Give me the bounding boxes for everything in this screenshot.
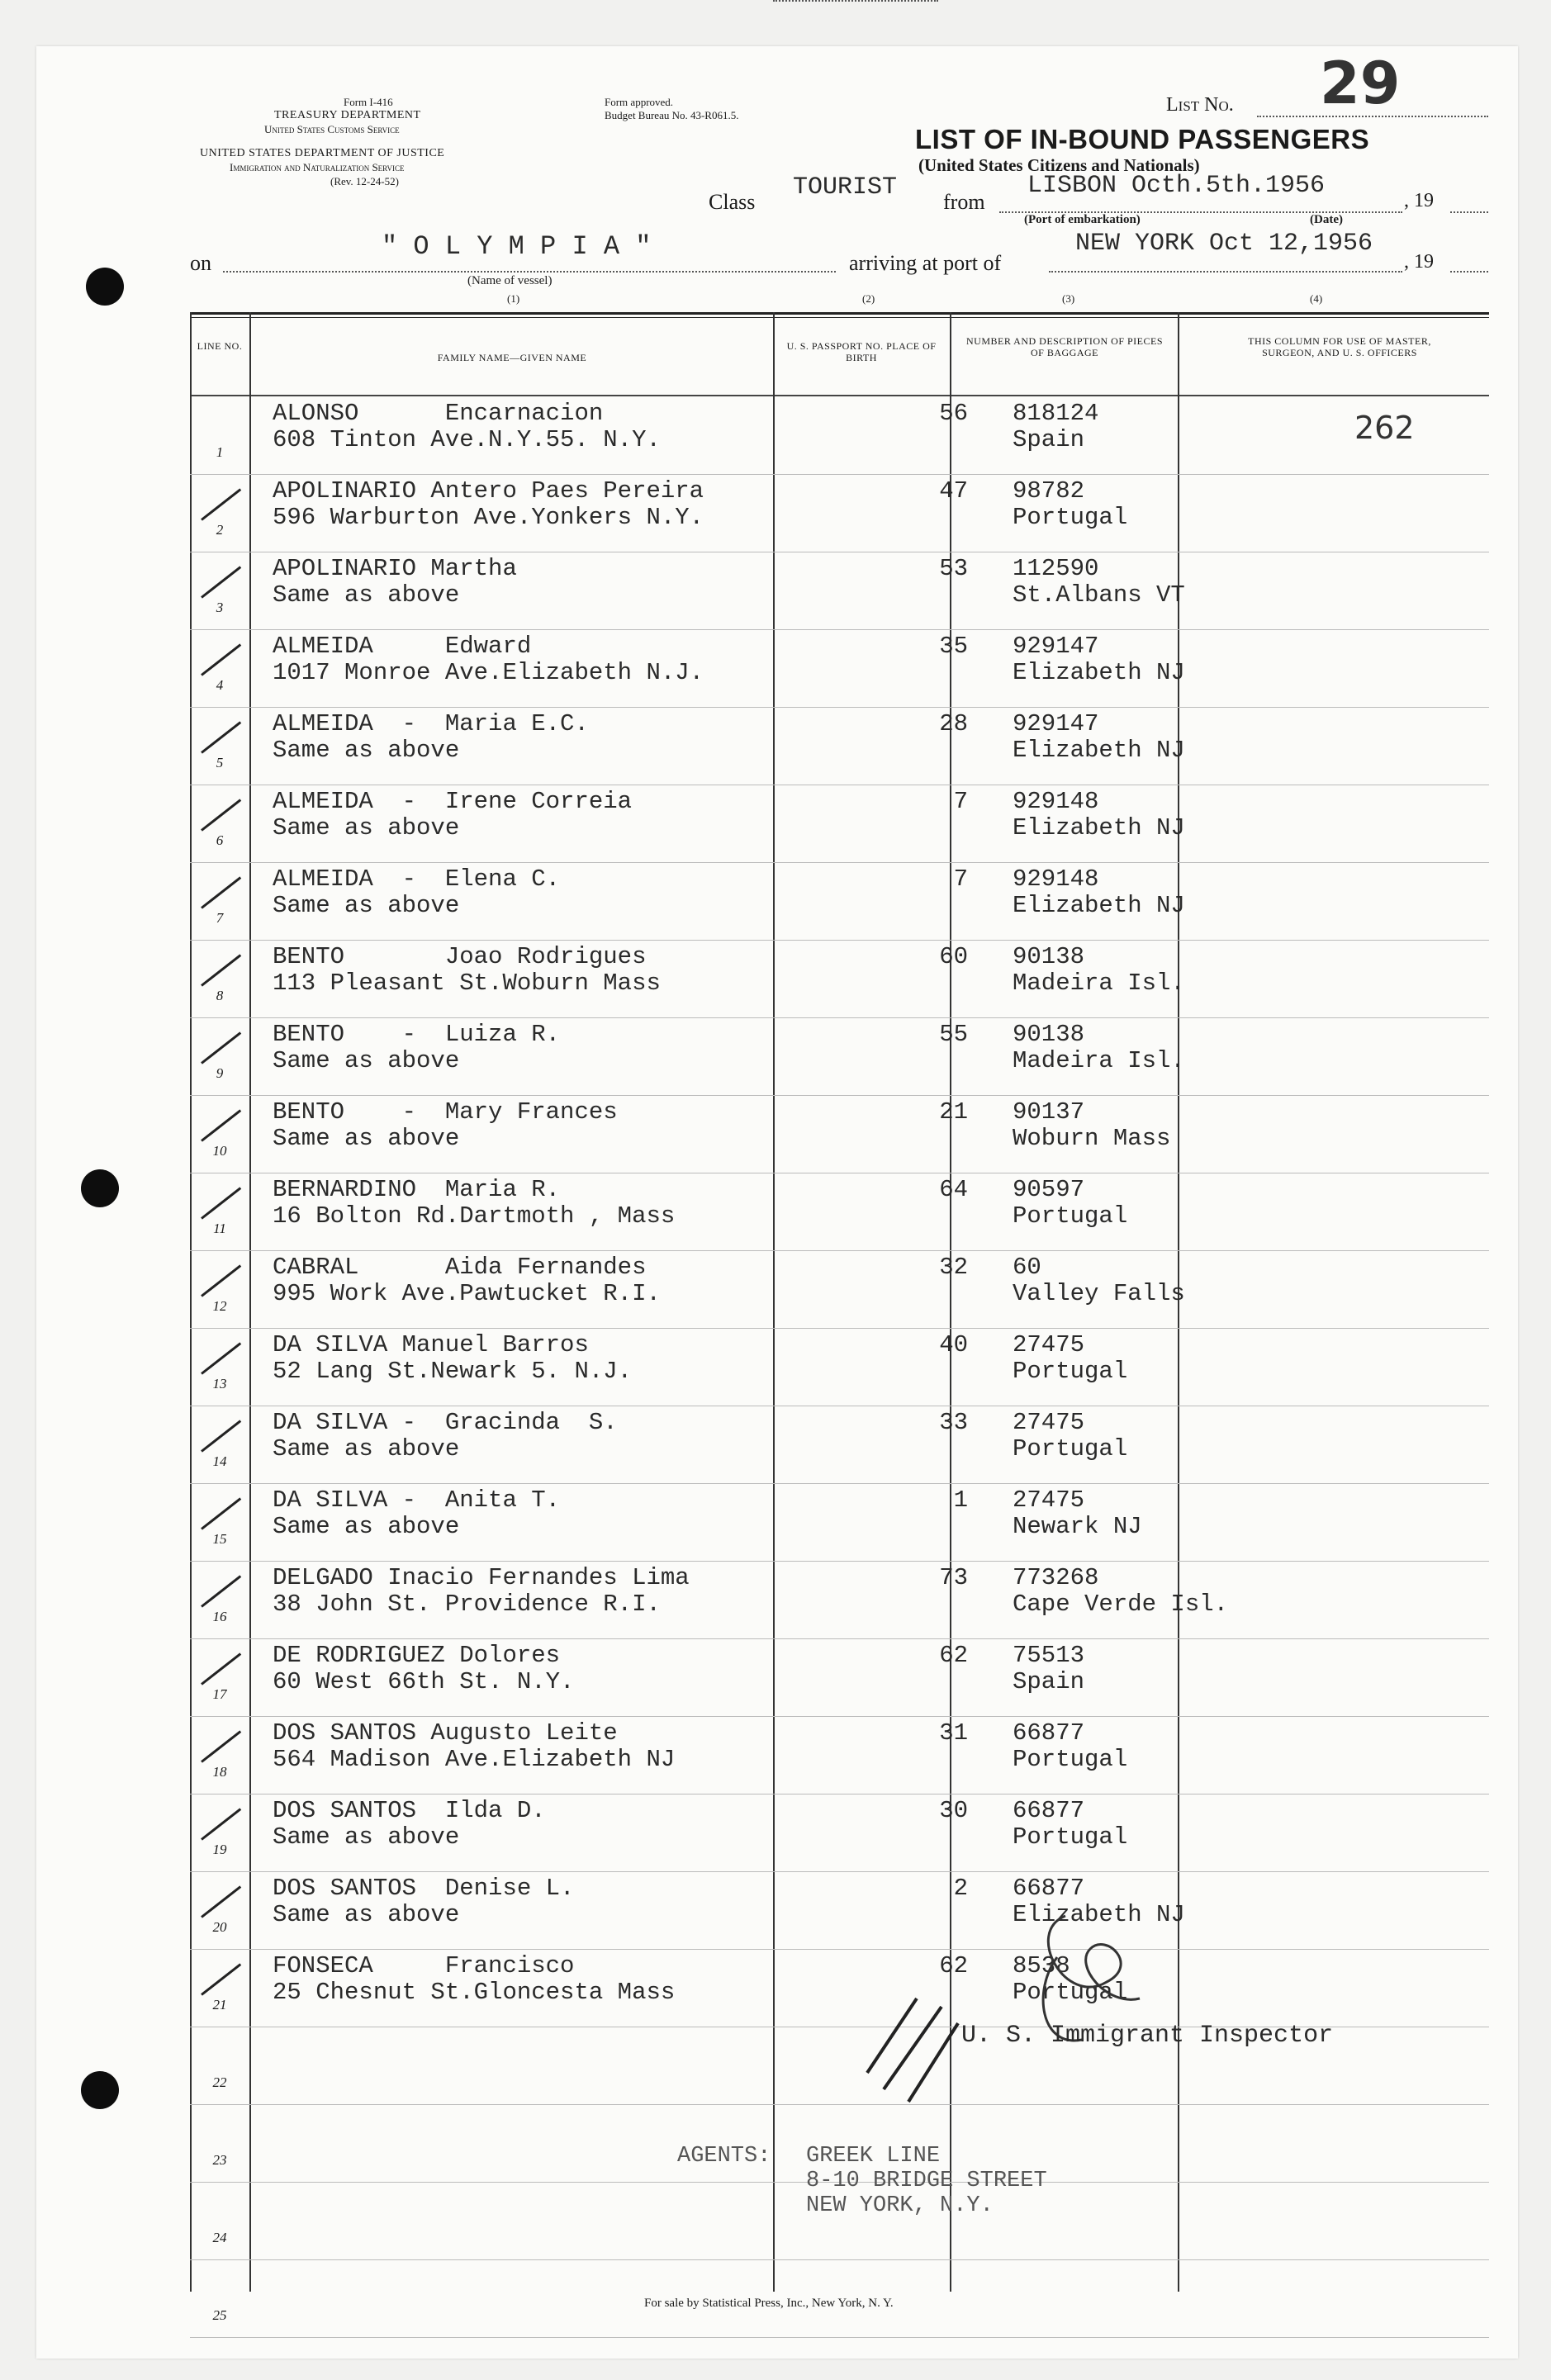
place-of-birth: Madeira Isl. [1013,970,1185,997]
inspector-title: U. S. Immigrant Inspector [961,2022,1334,2050]
check-mark [201,1109,241,1141]
line-number: 14 [212,1453,227,1469]
passenger-age: 53 [939,555,968,582]
passport-number: 27475 [1013,1331,1085,1358]
row-divider [190,1561,1489,1562]
customs-service: United States Customs Service [264,123,400,135]
passenger-name: APOLINARIO Martha [273,555,517,582]
table-row [249,1562,1489,1640]
passport-number: 60 [1013,1254,1041,1281]
line-number: 4 [216,677,224,693]
place-of-birth: Cape Verde Isl. [1013,1591,1229,1618]
form-title: LIST OF IN-BOUND PASSENGERS [915,124,1370,154]
check-mark [201,488,241,520]
passenger-name: DA SILVA - Anita T. [273,1486,561,1514]
row-divider [190,1328,1489,1329]
table-row [249,1718,1489,1795]
place-of-birth: Madeira Isl. [1013,1047,1185,1074]
table-row [249,709,1489,786]
place-of-birth: Portugal [1013,504,1128,531]
check-mark [201,1575,241,1607]
passenger-age: 21 [939,1098,968,1126]
row-divider [190,1871,1489,1872]
passenger-age: 40 [939,1331,968,1358]
passenger-age: 33 [939,1409,968,1436]
line-number: 17 [212,1686,227,1702]
row-divider [190,1483,1489,1484]
budget-bureau: Budget Bureau No. 43-R061.5. [605,109,739,121]
line-number: 7 [216,910,224,926]
passenger-name: CABRAL Aida Fernandes [273,1254,647,1281]
passenger-age: 2 [953,1875,968,1902]
passport-number: 929147 [1013,633,1099,660]
passenger-age: 62 [939,1952,968,1979]
place-of-birth: Portugal [1013,1358,1128,1385]
table-row [249,1097,1489,1174]
table-row [249,1795,1489,1873]
line-number: 19 [212,1842,227,1857]
arrival-line [1049,271,1402,273]
year-line-2 [1450,271,1488,273]
line-number: 9 [216,1065,224,1081]
passenger-age: 35 [939,633,968,660]
check-mark [201,954,241,986]
passenger-address: Same as above [273,1901,460,1928]
col-header-line-no: LINE NO. [197,340,243,352]
passport-number: 773268 [1013,1564,1099,1591]
line-number: 25 [212,2307,227,2323]
passenger-name: DOS SANTOS Denise L. [273,1875,575,1902]
check-mark [201,643,241,676]
place-of-birth: Elizabeth NJ [1013,892,1185,919]
check-mark [201,1342,241,1374]
col-header-name: FAMILY NAME—GIVEN NAME [437,352,587,363]
line-number: 10 [212,1143,227,1159]
passenger-age: 1 [953,1486,968,1514]
table-row [249,1019,1489,1097]
arrival-port-date: NEW YORK Oct 12,1956 [1075,230,1373,258]
passenger-address: Same as above [273,1823,460,1851]
row-divider [190,1716,1489,1717]
passport-number: 27475 [1013,1409,1085,1436]
col-header-baggage: NUMBER AND DESCRIPTION OF PIECES OF BAGGAGE [965,335,1164,358]
passport-number: 66877 [1013,1719,1085,1747]
line-number: 18 [212,1764,227,1780]
passenger-name: ALMEIDA - Maria E.C. [273,710,589,737]
col-index-2: (2) [862,292,875,305]
check-mark [201,1420,241,1452]
col-header-officers: THIS COLUMN FOR USE OF MASTER, SURGEON, AND U. S. OFFICERS [1248,335,1431,358]
line-number: 20 [212,1919,227,1935]
on-label: on [190,251,211,275]
place-of-birth: Newark NJ [1013,1513,1142,1540]
check-mark [201,1497,241,1529]
line-number: 21 [212,1997,227,2013]
place-of-birth: Portugal [1013,1746,1128,1773]
row-divider [190,862,1489,863]
passport-number: 8538 [1013,1952,1070,1979]
passport-number: 90138 [1013,1021,1085,1048]
revision: (Rev. 12-24-52) [330,175,399,187]
check-mark [201,566,241,598]
row-divider [190,1250,1489,1251]
row-divider [190,474,1489,475]
line-number: 5 [216,755,224,770]
date-caption: (Date) [1310,213,1343,226]
from-label: from [943,190,985,214]
passport-number: 929148 [1013,788,1099,815]
check-mark [201,1031,241,1064]
table-row [249,1174,1489,1252]
officer-note: 262 [1354,410,1415,446]
passenger-name: BENTO - Mary Frances [273,1098,618,1126]
check-mark [201,799,241,831]
col-header-passport: U. S. PASSPORT NO. PLACE OF BIRTH [786,340,937,363]
treasury-department: TREASURY DEPARTMENT [274,109,421,121]
check-mark [201,721,241,753]
table-row [249,398,1489,476]
line-number: 13 [212,1376,227,1391]
place-of-birth: Portugal [1013,1202,1128,1230]
passenger-age: 32 [939,1254,968,1281]
row-divider [190,2104,1489,2105]
passenger-name: APOLINARIO Antero Paes Pereira [273,477,704,505]
passport-number: 66877 [1013,1797,1085,1824]
passenger-address: 564 Madison Ave.Elizabeth NJ [273,1746,676,1773]
row-divider [190,1949,1489,1950]
passport-number: 66877 [1013,1875,1085,1902]
table-row [249,1640,1489,1718]
passenger-name: BENTO - Luiza R. [273,1021,561,1048]
vessel-line [223,271,836,273]
check-mark [201,1187,241,1219]
line-number: 23 [212,2152,227,2168]
passenger-address: 38 John St. Providence R.I. [273,1591,661,1618]
passenger-age: 28 [939,710,968,737]
agent-line-2: 8-10 BRIDGE STREET [806,2169,1047,2193]
passenger-address: Same as above [273,1047,460,1074]
passenger-address: 1017 Monroe Ave.Elizabeth N.J. [273,659,704,686]
passenger-address: Same as above [273,814,460,842]
passenger-name: DA SILVA - Gracinda S. [273,1409,618,1436]
row-divider [190,1638,1489,1639]
line-number: 22 [212,2074,227,2090]
passenger-age: 31 [939,1719,968,1747]
passenger-name: ALMEIDA - Elena C. [273,865,561,893]
header-bottom-rule [190,395,1489,396]
line-number: 24 [212,2230,227,2245]
form-approved: Form approved. [605,96,674,108]
punch-hole-3 [81,2071,119,2109]
passenger-address: Same as above [273,892,460,919]
line-number: 6 [216,832,224,848]
row-divider [190,707,1489,708]
form-number: Form I-416 [344,96,393,108]
passenger-name: DOS SANTOS Ilda D. [273,1797,546,1824]
col-index-4: (4) [1310,292,1323,305]
passenger-name: DOS SANTOS Augusto Leite [273,1719,618,1747]
line-number: 1 [216,444,224,460]
table-row [249,941,1489,1019]
line-number: 11 [213,1221,226,1236]
passenger-address: 596 Warburton Ave.Yonkers N.Y. [273,504,704,531]
arriving-label: arriving at port of [849,251,1002,275]
year-line-1 [1450,211,1488,213]
table-row [249,1485,1489,1562]
table-row [249,1252,1489,1330]
row-divider [190,629,1489,630]
printer-footer: For sale by Statistical Press, Inc., New York, N. Y. [644,2297,894,2310]
place-of-birth: Portugal [1013,1979,1128,2006]
table-top-rule [190,312,1489,315]
vessel-name: " O L Y M P I A " [382,231,652,262]
place-of-birth: Valley Falls [1013,1280,1185,1307]
passport-number: 818124 [1013,400,1099,427]
check-mark [201,1885,241,1918]
check-mark [201,1963,241,1995]
place-of-birth: St.Albans VT [1013,581,1185,609]
col-index-3: (3) [1062,292,1075,305]
passenger-name: DELGADO Inacio Fernandes Lima [273,1564,690,1591]
passenger-age: 30 [939,1797,968,1824]
passenger-age: 55 [939,1021,968,1048]
line-number: 12 [212,1298,227,1314]
passenger-age: 73 [939,1564,968,1591]
passenger-name: DE RODRIGUEZ Dolores [273,1642,561,1669]
passenger-address: Same as above [273,581,460,609]
table-row [249,476,1489,553]
passport-number: 98782 [1013,477,1085,505]
check-mark [201,1730,241,1762]
passport-number: 929148 [1013,865,1099,893]
row-divider [190,940,1489,941]
check-mark [201,1652,241,1685]
passenger-name: FONSECA Francisco [273,1952,575,1979]
col-index-1: (1) [507,292,520,305]
passport-number: 929147 [1013,710,1099,737]
passenger-age: 56 [939,400,968,427]
passport-number: 90137 [1013,1098,1085,1126]
agents-label: AGENTS: [677,2144,771,2169]
row-divider [190,2337,1489,2338]
place-of-birth: Elizabeth NJ [1013,737,1185,764]
check-mark [201,1808,241,1840]
passenger-name: BERNARDINO Maria R. [273,1176,561,1203]
table-row [249,553,1489,631]
list-no-label: List No. [1166,94,1234,116]
passenger-address: 113 Pleasant St.Woburn Mass [273,970,661,997]
passenger-address: 16 Bolton Rd.Dartmoth , Mass [273,1202,676,1230]
place-of-birth: Portugal [1013,1823,1128,1851]
line-number: 2 [216,522,224,538]
table-row [249,1330,1489,1407]
passenger-name: BENTO Joao Rodrigues [273,943,647,970]
passport-number: 27475 [1013,1486,1085,1514]
punch-hole-2 [81,1169,119,1207]
vessel-caption: (Name of vessel) [467,274,553,287]
table-row [249,1407,1489,1485]
place-of-birth: Portugal [1013,1435,1128,1463]
row-divider [190,1095,1489,1096]
line-number: 15 [212,1531,227,1547]
year-2: , 19 [1404,251,1434,273]
line-number: 16 [212,1609,227,1624]
passenger-address: 52 Lang St.Newark 5. N.J. [273,1358,633,1385]
class-label: Class [709,190,756,214]
passport-number: 90597 [1013,1176,1085,1203]
table-row [249,864,1489,941]
passenger-address: Same as above [273,737,460,764]
line-number: 3 [216,600,224,615]
table-top-rule-2 [190,317,1489,318]
passenger-address: 25 Chesnut St.Gloncesta Mass [273,1979,676,2006]
place-of-birth: Spain [1013,426,1085,453]
passenger-address: 608 Tinton Ave.N.Y.55. N.Y. [273,426,661,453]
port-embarkation-caption: (Port of embarkation) [1024,213,1141,226]
passenger-name: DA SILVA Manuel Barros [273,1331,589,1358]
place-of-birth: Woburn Mass [1013,1125,1171,1152]
passport-number: 90138 [1013,943,1085,970]
agent-line-1: GREEK LINE [806,2144,941,2169]
table-row [249,631,1489,709]
place-of-birth: Spain [1013,1668,1085,1695]
passenger-address: 995 Work Ave.Pawtucket R.I. [273,1280,661,1307]
class-line [773,0,938,2]
agent-line-3: NEW YORK, N.Y. [806,2193,994,2218]
punch-hole-1 [86,268,124,306]
table-row [249,786,1489,864]
passenger-age: 64 [939,1176,968,1203]
ins-service: Immigration and Naturalization Service [230,161,405,173]
row-divider [190,2259,1489,2260]
inspector-signature [859,1883,1206,2114]
place-of-birth: Elizabeth NJ [1013,1901,1185,1928]
passenger-address: Same as above [273,1513,460,1540]
passenger-age: 7 [953,788,968,815]
passport-number: 112590 [1013,555,1099,582]
passenger-age: 7 [953,865,968,893]
list-number: 29 [1320,50,1401,117]
passenger-age: 62 [939,1642,968,1669]
passenger-address: 60 West 66th St. N.Y. [273,1668,575,1695]
check-mark [201,876,241,908]
row-divider [190,1017,1489,1018]
form-subtitle: (United States Citizens and Nationals) [918,155,1200,175]
passenger-name: ALMEIDA Edward [273,633,532,660]
passenger-address: Same as above [273,1125,460,1152]
passport-number: 75513 [1013,1642,1085,1669]
place-of-birth: Elizabeth NJ [1013,814,1185,842]
passenger-name: ALMEIDA - Irene Correia [273,788,633,815]
place-of-birth: Elizabeth NJ [1013,659,1185,686]
check-mark [201,1264,241,1297]
passenger-name: ALONSO Encarnacion [273,400,604,427]
class-value: TOURIST [793,173,898,201]
embarkation-date: LISBON Octh.5th.1956 [1027,172,1326,200]
passenger-age: 47 [939,477,968,505]
dept-of-justice: UNITED STATES DEPARTMENT OF JUSTICE [200,147,445,159]
passenger-address: Same as above [273,1435,460,1463]
line-number: 8 [216,988,224,1003]
passenger-age: 60 [939,943,968,970]
year-1: , 19 [1404,190,1434,211]
